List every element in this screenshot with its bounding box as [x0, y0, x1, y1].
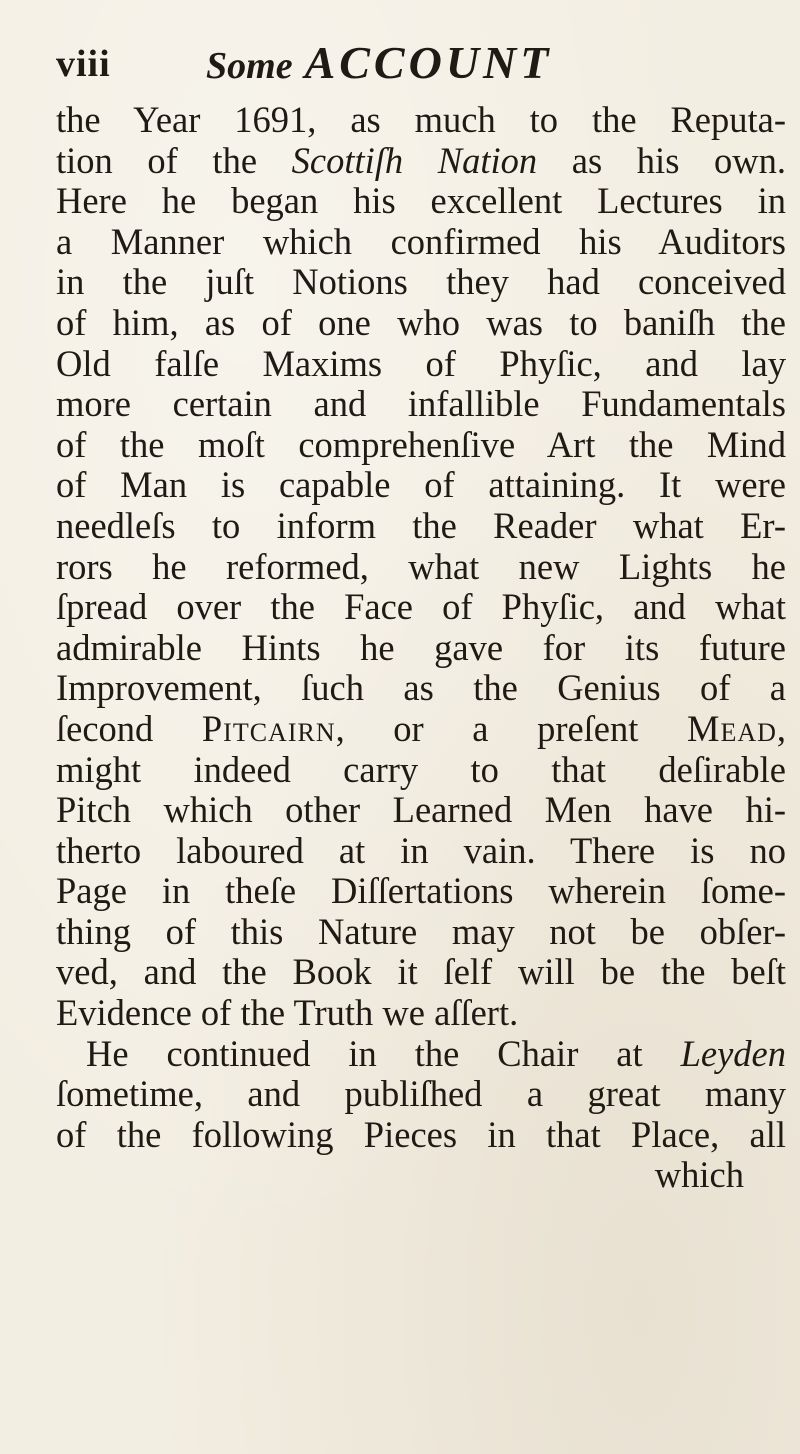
text-line: might indeed carry to that deſirable — [56, 748, 786, 790]
text-line: therto laboured at in vain. There is no — [56, 829, 786, 871]
italic-run: Leyden — [680, 1032, 786, 1074]
text-line: He continued in the Chair at Leyden — [86, 1032, 786, 1074]
running-head-prefix: Some — [206, 45, 293, 87]
small-caps-run: Pitcairn — [201, 707, 336, 749]
text-line: ved, and the Book it ſelf will be the beſt — [56, 951, 786, 993]
text-line: more certain and infallible Fundamentals — [56, 383, 786, 425]
body-text — [56, 100, 786, 1196]
catchword: which — [654, 1154, 744, 1196]
italic-run: Scottiſh Nation — [291, 139, 538, 181]
text-line: Old falſe Maxims of Phyſic, and lay — [56, 342, 786, 384]
text-line: Evidence of the Truth we aſſert. — [56, 992, 519, 1034]
text-line: thing of this Nature may not be obſer- — [56, 910, 786, 952]
text-line: rors he reformed, what new Lights he — [56, 545, 786, 587]
text-line: the Year 1691, as much to the Reputa- — [56, 99, 786, 140]
small-caps-run: Mead — [686, 707, 777, 749]
text-line: ſpread over the Face of Phyſic, and what — [56, 586, 786, 628]
text-line: of the moſt comprehenſive Art the Mind — [56, 423, 786, 465]
text-line: of him, as of one who was to baniſh the — [56, 301, 786, 343]
text-line: a Manner which confirmed his Auditors — [56, 220, 786, 262]
text-line: Page in theſe Diſſertations wherein ſome- — [56, 870, 786, 912]
page-header — [56, 28, 776, 98]
text-line: needleſs to inform the Reader what Er- — [56, 504, 786, 546]
catchword-line — [56, 1155, 786, 1196]
text-line: in the juſt Notions they had conceived — [56, 261, 786, 303]
text-line: tion of the Scottiſh Nation as his own. — [56, 139, 786, 181]
text-line: of the following Pieces in that Place, all — [56, 1113, 786, 1155]
running-head-title: ACCOUNT — [304, 37, 553, 88]
paragraph-1 — [56, 100, 786, 1034]
text-line: Here he began his excellent Lectures in — [56, 180, 786, 222]
text-line: admirable Hints he gave for its future — [56, 626, 786, 668]
text-line: Improvement, ſuch as the Genius of a — [56, 667, 786, 709]
paragraph-2 — [56, 1034, 786, 1156]
text-line: ſometime, and publiſhed a great many — [56, 1073, 786, 1115]
text-line: of Man is capable of attaining. It were — [56, 464, 786, 506]
text-line: Pitch which other Learned Men have hi- — [56, 789, 786, 831]
running-head — [206, 36, 552, 89]
text-line: ſecond Pitcairn, or a preſent Mead, — [56, 707, 786, 749]
page-number: viii — [56, 43, 111, 85]
